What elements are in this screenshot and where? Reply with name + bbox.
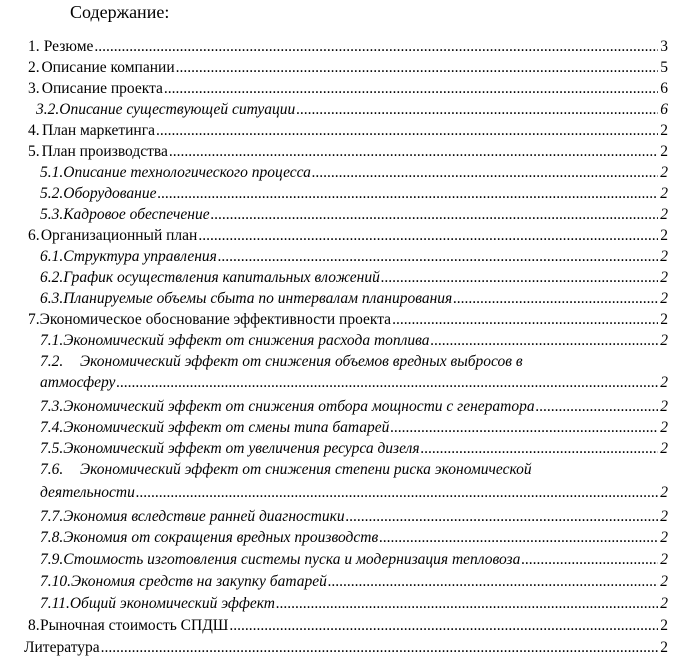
entry-page: 2: [660, 551, 668, 568]
entry-label: Экономический эффект от увеличения ресурса дизеля: [63, 440, 420, 457]
entry-number: 7.10.: [40, 573, 71, 590]
entry-page: 2: [660, 185, 668, 202]
leader-dots: [176, 57, 659, 78]
leader-dots: [392, 309, 658, 330]
entry-number: 5.1.: [40, 164, 64, 181]
entry-page: 2: [660, 143, 668, 160]
entry-page: 6: [660, 80, 668, 97]
entry-label: Организационный план: [40, 227, 198, 244]
leader-dots: [431, 330, 659, 351]
entry-number: 7.8.: [40, 529, 64, 546]
entry-number: 7.1.: [40, 332, 64, 349]
leader-dots: [157, 183, 658, 204]
toc-entry[interactable]: [40, 417, 668, 438]
entry-label: Планируемые объемы сбыта по интервалам планирования: [63, 290, 453, 307]
entry-page: 2: [660, 529, 668, 546]
entry-page: 2: [660, 164, 668, 181]
toc-entry[interactable]: [28, 225, 668, 246]
leader-dots: [229, 615, 658, 636]
entry-page: 6: [660, 101, 668, 118]
entry-number: 5.2.: [40, 185, 64, 202]
entry-page: 2: [660, 122, 668, 139]
entry-label: Описание проекта: [41, 80, 163, 97]
entry-label: Экономический эффект от снижения объемов вредных выбросов в: [80, 353, 523, 370]
toc-entry[interactable]: [40, 330, 668, 351]
entry-label: Структура управления: [63, 248, 217, 265]
toc-entry[interactable]: [28, 57, 668, 78]
entry-label: Экономический эффект от снижения расхода топлива: [63, 332, 430, 349]
entry-number: 7.5.: [40, 440, 64, 457]
entry-number: 6.: [28, 227, 40, 244]
toc-entry[interactable]: [28, 78, 668, 99]
entry-label: Описание компании: [41, 59, 175, 76]
toc-entry[interactable]: [28, 36, 668, 57]
entry-label: Экономия средств на закупку батарей: [71, 573, 327, 590]
entry-label: Экономическое обоснование эффективности проекта: [39, 311, 392, 328]
entry-page: 2: [660, 419, 668, 436]
entry-number: 5.: [28, 143, 40, 160]
entry-number: 7.4.: [40, 419, 64, 436]
entry-page: 2: [660, 290, 668, 307]
entry-label: Стоимость изготовления системы пуска и модернизация тепловоза: [63, 551, 521, 568]
leader-dots: [381, 267, 658, 288]
entry-number: 3.: [28, 80, 40, 97]
entry-label: Описание существующей ситуации: [59, 101, 296, 118]
entry-label: График осуществления капитальных вложений: [63, 269, 380, 286]
entry-page: 2: [660, 440, 668, 457]
entry-number: 4.: [28, 122, 40, 139]
entry-label: Описание технологического процесса: [63, 164, 311, 181]
entry-label: Экономический эффект от снижения степени риска экономической: [80, 461, 532, 478]
toc-entry-line2[interactable]: [40, 372, 668, 393]
entry-number: 7.7.: [40, 508, 64, 525]
entry-number: 7.6.: [40, 461, 64, 478]
toc-entry[interactable]: [40, 246, 668, 267]
entry-page: 2: [660, 617, 668, 634]
toc-title: Содержание:: [70, 2, 170, 22]
toc-entry[interactable]: [40, 162, 668, 183]
entry-page: 2: [660, 374, 668, 391]
toc-entry[interactable]: [40, 396, 668, 417]
leader-dots: [453, 288, 658, 309]
entry-label: Кадровое обеспечение: [63, 206, 210, 223]
entry-number: 7.3.: [40, 398, 64, 415]
leader-dots: [276, 593, 658, 614]
leader-dots: [312, 162, 658, 183]
toc-entry[interactable]: [28, 141, 668, 162]
entry-number: 6.2.: [40, 269, 64, 286]
entry-label: Общий экономический эффект: [69, 595, 275, 612]
entry-number: 6.3.: [40, 290, 64, 307]
entry-number: 1.: [28, 38, 40, 55]
entry-page: 2: [660, 248, 668, 265]
entry-page: 2: [660, 332, 668, 349]
toc-entry[interactable]: [40, 204, 668, 225]
toc-entry-line1[interactable]: [40, 351, 668, 372]
toc-entry[interactable]: [36, 99, 668, 120]
entry-label: Литература: [24, 639, 100, 656]
entry-number: 3.2.: [36, 101, 60, 118]
entry-page: 2: [660, 573, 668, 590]
entry-label: Резюме: [43, 38, 94, 55]
toc-entry[interactable]: [40, 438, 668, 459]
leader-dots: [116, 372, 658, 393]
entry-label: План производства: [41, 143, 168, 160]
leader-dots: [390, 417, 658, 438]
toc-entry-line2[interactable]: [40, 482, 668, 503]
toc-entry[interactable]: [40, 549, 668, 570]
entry-number: 7.2.: [40, 353, 64, 370]
leader-dots: [421, 438, 659, 459]
leader-dots: [136, 482, 658, 503]
entry-page: 2: [660, 639, 668, 656]
entry-page: 3: [660, 38, 668, 55]
leader-dots: [169, 141, 658, 162]
entry-label: Экономия от сокращения вредных производств: [63, 529, 379, 546]
entry-number: 8.: [28, 617, 40, 634]
entry-label: Рыночная стоимость СПДШ: [39, 617, 229, 634]
toc-entry[interactable]: [40, 593, 668, 614]
entry-number: 7.11.: [40, 595, 70, 612]
toc-entry[interactable]: [40, 288, 668, 309]
toc-entry[interactable]: [40, 506, 668, 527]
leader-dots: [164, 78, 658, 99]
entry-number: 5.3.: [40, 206, 64, 223]
entry-label: Экономический эффект от снижения отбора мощности с генератора: [63, 398, 535, 415]
toc-entry[interactable]: [40, 267, 668, 288]
leader-dots: [198, 225, 658, 246]
leader-dots: [328, 571, 658, 592]
leader-dots: [101, 637, 659, 658]
toc-entry[interactable]: [28, 120, 668, 141]
entry-label-continued: деятельности: [40, 484, 135, 501]
leader-dots: [156, 120, 658, 141]
entry-number: 2.: [28, 59, 40, 76]
toc-entry[interactable]: [40, 527, 668, 548]
leader-dots: [521, 549, 658, 570]
leader-dots: [379, 527, 658, 548]
entry-page: 5: [660, 59, 668, 76]
toc-entry[interactable]: [40, 183, 668, 204]
entry-label: Экономический эффект от смены типа батарей: [63, 419, 390, 436]
leader-dots: [218, 246, 658, 267]
entry-page: 2: [660, 595, 668, 612]
toc-entry[interactable]: [24, 637, 668, 658]
entry-label: Экономия вследствие ранней диагностики: [63, 508, 345, 525]
leader-dots: [536, 396, 659, 417]
entry-label: Оборудование: [63, 185, 157, 202]
leader-dots: [94, 36, 658, 57]
entry-page: 2: [660, 227, 668, 244]
entry-page: 2: [660, 508, 668, 525]
entry-page: 2: [660, 484, 668, 501]
entry-number: 7.9.: [40, 551, 64, 568]
toc-entry[interactable]: [40, 571, 668, 592]
entry-page: 2: [660, 398, 668, 415]
leader-dots: [296, 99, 658, 120]
entry-page: 2: [660, 311, 668, 328]
entry-label: План маркетинга: [42, 122, 155, 139]
entry-page: 2: [660, 269, 668, 286]
toc-entry-line1[interactable]: [40, 459, 668, 480]
entry-label-continued: атмосферу: [40, 374, 116, 391]
toc-entry[interactable]: [28, 309, 668, 330]
toc-entry[interactable]: [28, 615, 668, 636]
entry-page: 2: [660, 206, 668, 223]
entry-number: 7.: [28, 311, 40, 328]
leader-dots: [346, 506, 659, 527]
entry-number: 6.1.: [40, 248, 64, 265]
leader-dots: [211, 204, 659, 225]
